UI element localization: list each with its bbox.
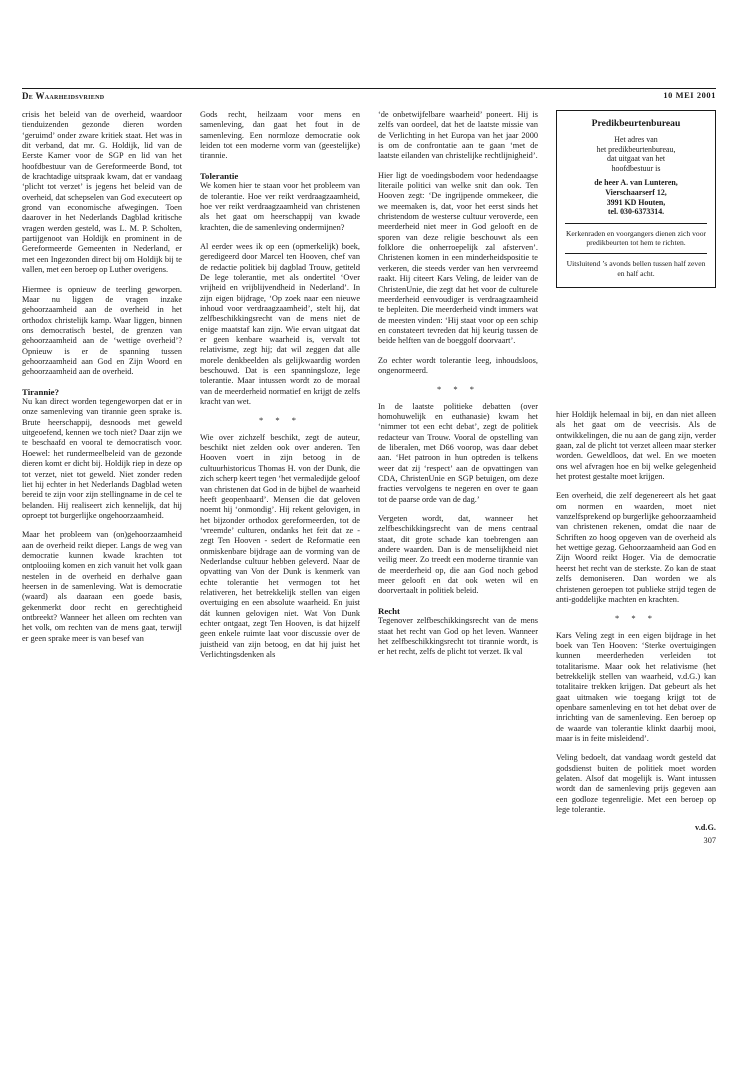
- paragraph: crisis het beleid van de overheid, waardoor tienduizenden gezonde dieren worden ‘geruimd’ onder zware kritiek staat. Het was in dit verband, dat mr. G. Holdijk, lid van de Eerste Kamer voor de SGP en lid van het hoofdbestuur van de Gereformeerde Bond, tot de krachtadige uitspraak kwam, dat er vandaag ‘plicht tot verzet’ is jegens het beleid van de overheid, dat schepselen van God executeert op grond van economische afwegingen. Toen daarover in het Nederlands Dagblad kritische vragen werden gesteld, was L. M. P. Scholten, partijgenoot van Holdijk en prominent in de Gereformeerde Gemeenten in Nederland, er met een Ingezonden direct bij om Holdijk bij te vallen, met een beroep op Luther overigens.: [22, 110, 182, 275]
- paragraph: Tegenover zelfbeschikkingsrecht van de mens staat het recht van God op het leven. Wanneer het zelfbeschikkingsrecht tot tirannie wordt, is er het recht, zelfs de plicht tot verzet. Ik val: [378, 616, 538, 657]
- contact-phone: tel. 030-6373314.: [607, 207, 665, 217]
- box-title: Predikbeurtenbureau: [591, 118, 681, 129]
- page-number: 307: [703, 835, 716, 845]
- box-line: Het adres van: [614, 135, 658, 144]
- paragraph: Hier ligt de voedingsbodem voor hedendaagse literaile politici van welke snit dan ook. Ten Hooven zegt: ‘De ingrijpende ommekeer, die we meemaken is, dat, voor het eerst sinds het christendom de westerse cultuur veroverde, een meerderheid niet meer in God gelooft en de sporen van deze religie beschouwt als een folklore die onherroepelijk zal afsterven’. Christenen komen in een minderheidspositie te verkeren, die steeds verder van hen vervreemd raakt. Hij citeert Kars Veling, de leider van de ChristenUnie, die zegt dat het voor de culturele meerderheid eenvoudiger is verdraagzaamheid te bepleiten. Die meerderheid vindt immers wat de meesten vinden: ‘Hij staat voor op een schip en constateert tevreden dat hij keurig tussen de beide helften van de boeggolf doorvaart’.: [378, 170, 538, 346]
- predikbeurtenbureau-box: [556, 110, 716, 288]
- column-4: [556, 410, 716, 846]
- paragraph: Nu kan direct worden tegengeworpen dat er in onze samenleving van tirannie geen sprake is. Brute heerschappij, desnoods met geweld uitgeoefend, kennen we toch niet? Daar zijn we te beschaafd en vooral te democratisch voor. Hoewel: het rundermeelbeleid van de gezonde dieren komt er dicht bij. Holdijk riep in deze op tot verzet, niet tot geweld. Niet zonder reden liet hij echter in het Nederlands Dagblad weten bereid te zijn voor zijn stellingname in de cel te belanden. Hij realiseert zich kennelijk, dat hij oproept tot burgerlijke ongehoorzaamheid.: [22, 397, 182, 520]
- column-3: [378, 110, 538, 658]
- section-heading-tirannie: Tirannie?: [22, 386, 59, 397]
- header-rule: [22, 88, 716, 89]
- running-head: [22, 88, 716, 104]
- section-break-asterisks: * * *: [615, 613, 657, 624]
- section-break-asterisks: * * *: [437, 384, 479, 395]
- publication-name: De Waarheidsvriend: [22, 91, 105, 101]
- column-1: [22, 110, 182, 644]
- paragraph: Hiermee is opnieuw de teerling geworpen. Maar nu liggen de vragen inzake gehoorzaamheid aan de overheid in het orthodox christelijk kamp. Waar liggen, binnen ons democratisch bestel, de grenzen van gehoorzaamheid aan de ‘wettige overheid’? Opnieuw is er de spanning tussen gehoorzaamheid aan God en Zijn Woord en gehoorzaamheid aan de overheid.: [22, 284, 182, 377]
- box-note-2: Uitsluitend ’s avonds bellen tussen half zeven en half acht.: [566, 259, 706, 278]
- box-body: [565, 135, 707, 217]
- paragraph: ‘de onbetwijfelbare waarheid’ poneert. Hij is zelfs van oordeel, dat het de laatste missie van de Verlichting in het Europa van het jaar 2000 is om de confrontatie aan te gaan ‘met de laatste eilanden van christelijke rechtlijnigheid’.: [378, 110, 538, 161]
- paragraph: In de laatste politieke debatten (over homohuwelijk en euthanasie) kwam het ‘nimmer tot een echt debat’, zegt de politiek redacteur van Trouw. Vooral de opstelling van de liberalen, met D66 voorop, was daar debet aan. ‘Het patroon in hun optreden is telkens weer dat zij ‘respect’ aan de opvattingen van CDA, ChristenUnie en SGP betuigen, om deze fracties vervolgens te negeren en over te gaan tot de paarse orde van de dag.’: [378, 401, 538, 504]
- contact-city: 3991 KD Houten,: [606, 197, 666, 207]
- contact-street: Vierschaarserf 12,: [605, 187, 667, 197]
- box-line: dat uitgaat van het: [606, 154, 666, 164]
- section-heading-recht: Recht: [378, 605, 400, 616]
- paragraph: Een overheid, die zelf degenereert als het gaat om normen en waarden, moet niet vanzelfsprekend op burgerlijke gehoorzaamheid van christenen rekenen, omdat die naar de Schriften zo hoog opgeven van de overheid als het wettige gezag. Gehoorzaamheid aan God en Zijn Woord reikt Hoger. Via de democratie heerst het recht van de sterkste. Zo kan de staat zelfs demoniseren. Dan worden we als christenen geroepen tot publieke strijd tegen de anti-goddelijke machten en krachten.: [556, 491, 716, 604]
- column-2: [200, 110, 360, 660]
- box-note-1: Kerkenraden en voorgangers dienen zich voor predikbeurten tot hem te richten.: [565, 228, 707, 248]
- article-body: [22, 110, 716, 1010]
- box-line: hoofdbestuur is: [611, 163, 661, 173]
- paragraph: Zo echter wordt tolerantie leeg, inhoudsloos, ongenormeerd.: [378, 355, 538, 375]
- contact-name: de heer A. van Lunteren,: [594, 178, 678, 188]
- box-divider: [565, 253, 707, 254]
- paragraph: Veling bedoelt, dat vandaag wordt gesteld dat godsdienst buiten de politiek moet worden gelaten. Alsof dat mogelijk is. Want intussen wordt dan de samenleving prijs gegeven aan een godloze tegenreligie. Met een beroep op lege tolerantie.: [556, 753, 716, 815]
- paragraph: Vergeten wordt, dat, wanneer het zelfbeschikkingsrecht van de mens centraal staat, dit grote schade kan toebrengen aan andere waarden. Dan is de menselijkheid niet veilig meer. Zo treedt een moderne tirannie van de meerderheid op, die aan God noch gebod meer gelooft en dat ook weten wil en doorvertaalt in politiek beleid.: [378, 514, 538, 596]
- paragraph: We komen hier te staan voor het probleem van de tolerantie. Hoe ver reikt verdraagzaamheid, hoe ver reikt verdraagzaamheid van christenen als het gaat om heerschappij van kwade krachten, die de samenleving ondermijnen?: [200, 181, 360, 232]
- issue-date: 10 MEI 2001: [663, 91, 716, 100]
- paragraph: Maar het probleem van (on)gehoorzaamheid aan de overheid reikt dieper. Langs de weg van democratie kunnen kwade krachten tot ontplooiing komen en zich vanuit het volk gaan nestelen in de overheid en derhalve gaan heersen in de samenleving. Wat is democratie (waard) als daaraan een goede basis, gekenmerkt door recht en gerechtigheid ontbreekt? Wanneer het alleen om rechten van het volk, om rechten van de mens gaat, terwijl er geen sprake meer is van besef van: [22, 530, 182, 643]
- section-heading-tolerantie: Tolerantie: [200, 170, 239, 181]
- section-break-asterisks: * * *: [259, 415, 301, 426]
- paragraph: Al eerder wees ik op een (opmerkelijk) boek, geredigeerd door Marcel ten Hooven, chef van de redactie politiek bij dagblad Trouw, getiteld De lege tolerantie, met als ondertitel ‘Over vrijheid en vrijblijvendheid in Nederland’. In zijn eigen bijdrage, ‘Op zoek naar een nieuwe inhoud voor verdraagzaamheid’, stelt hij, dat zelfbeschikkingsrecht van de mens niet de enige maatstaf kan zijn. Wie ervan uitgaat dat er geen kenbare waarheid is, vervalt tot relativisme, zegt hij; dat wil zeggen dat alle morele denkbeelden als gelijkwaardig worden beschouwd. Dat is een spanningsloze, lege tolerantie. Maar intussen wordt zo de moraal van de meerderheid normatief en krijgt de zelfs kracht van wet.: [200, 241, 360, 407]
- paragraph: Wie over zichzelf beschikt, zegt de auteur, beschikt niet zelden ook over anderen. Ten Hooven voert in zijn betoog in de cultuurhistoricus Thomas H. von der Dunk, die zich scherp keert tegen ‘het vermaledijde geloof van christenen dat God in de bijbel de waarheid heeft geopenbaard’. Mensen die dat geloven noemt hij ‘onmondig’. Hij rekent gelovigen, in het bijzonder orthodox gereformeerden, tot de ‘vreemde’ culturen, ondanks het feit dat ze - zegt Ten Hooven - sedert de Reformatie een onmiskenbare bijdrage aan de vorming van de Nederlandse cultuur hebben geleverd. Naar de opvatting van Von der Dunk is kenmerk van echte tolerantie het vermogen tot het relativeren, het betrekkelijk stellen van eigen overtuiging en een absolute waarheid. En juist dát kunnen gelovigen niet. Wat Von Dunk echter ontgaat, zegt Ten Hooven, is dat hijzelf geen enkele ruimte laat voor discussie over de juistheid van zijn betoog, en dat hij juist het Verlichtingsdenken als: [200, 432, 360, 659]
- author-initials: v.d.G.: [695, 823, 716, 833]
- box-line: het predikbeurtenbureau,: [596, 144, 676, 154]
- box-divider: [565, 223, 707, 224]
- paragraph: Gods recht, heilzaam voor mens en samenleving, dan gaat het fout in de samenleving. Een normloze democratie ook leiden tot een moderne vorm van (geestelijke) tirannie.: [200, 110, 360, 161]
- paragraph: Kars Veling zegt in een eigen bijdrage in het boek van Ten Hooven: ‘Sterke overtuigingen kunnen meerderheden verleiden tot totalitarisme. Maar ook het relativisme (het betrekkelijk stellen van waarheid, v.d.G.) kan totalitaire trekken krijgen. Dat gebeurt als het gaat uitmaken wie toegang krijgt tot de openbare samenleving en tot het debat over de inrichting van de samenleving. Een beroep op de waarde van tolerantie klinkt daarbij mooi, maar is in feite misleidend’.: [556, 630, 716, 743]
- paragraph: hier Holdijk helemaal in bij, en dan niet alleen als het gaat om de veecrisis. Als de ontwikkelingen, die nu aan de gang zijn, verder gaan, zal de plicht tot verzet alleen maar sterker worden. Geweldloos, dat wel. En we moeten ons wel afvragen hoe en bij welke gelegenheid het protest gestalte moet krijgen.: [556, 410, 716, 482]
